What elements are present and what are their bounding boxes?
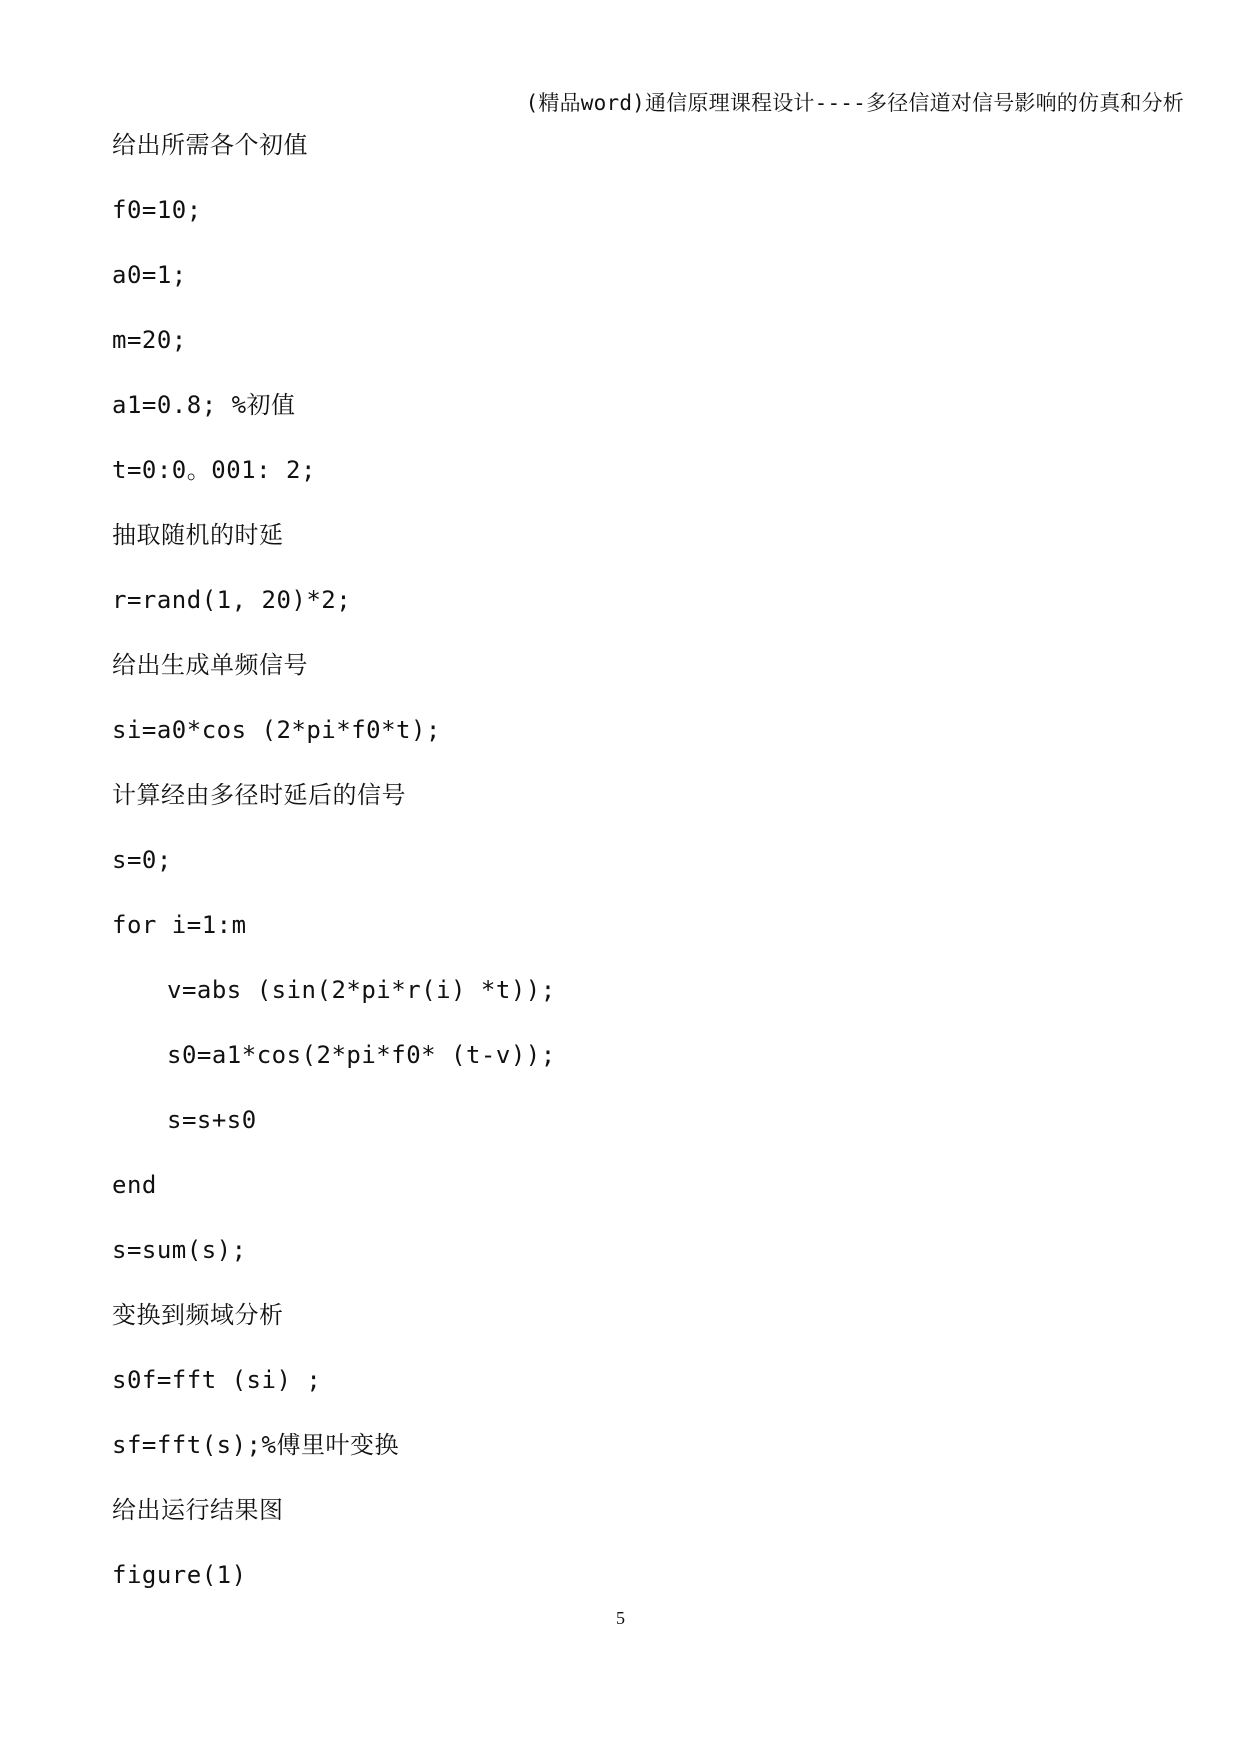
code-line-m: m=20; [112, 326, 187, 354]
code-line-s0f: s0f=fft (si) ; [112, 1366, 322, 1394]
code-line-s-init: s=0; [112, 846, 172, 874]
document-body [112, 130, 1172, 1625]
page-header: (精品word)通信原理课程设计----多径信道对信号影响的仿真和分析 [525, 91, 1184, 115]
comment-line-frequency-domain: 变换到频域分析 [112, 1301, 284, 1329]
code-line-a1: a1=0.8; %初值 [112, 391, 296, 419]
code-line-a0: a0=1; [112, 261, 187, 289]
code-line-for: for i=1:m [112, 911, 247, 939]
comment-line-random-delay: 抽取随机的时延 [112, 521, 284, 549]
comment-line-initial-values: 给出所需各个初值 [112, 131, 308, 159]
code-line-end: end [112, 1171, 157, 1199]
comment-line-results: 给出运行结果图 [112, 1496, 284, 1524]
page-number: 5 [616, 1608, 625, 1628]
code-line-v: v=abs (sin(2*pi*r(i) *t)); [167, 976, 556, 1004]
comment-line-multipath: 计算经由多径时延后的信号 [112, 781, 406, 809]
code-line-s-accumulate: s=s+s0 [167, 1106, 257, 1134]
code-line-si: si=a0*cos (2*pi*f0*t); [112, 716, 441, 744]
code-line-t: t=0:0。001: 2; [112, 456, 316, 484]
code-line-s0: s0=a1*cos(2*pi*f0* (t-v)); [167, 1041, 556, 1069]
code-line-figure: figure(1) [112, 1561, 247, 1589]
code-line-sum: s=sum(s); [112, 1236, 247, 1264]
code-line-sf: sf=fft(s);%傅里叶变换 [112, 1431, 399, 1459]
comment-line-single-frequency: 给出生成单频信号 [112, 651, 308, 679]
code-line-f0: f0=10; [112, 196, 202, 224]
code-line-r: r=rand(1, 20)*2; [112, 586, 352, 614]
